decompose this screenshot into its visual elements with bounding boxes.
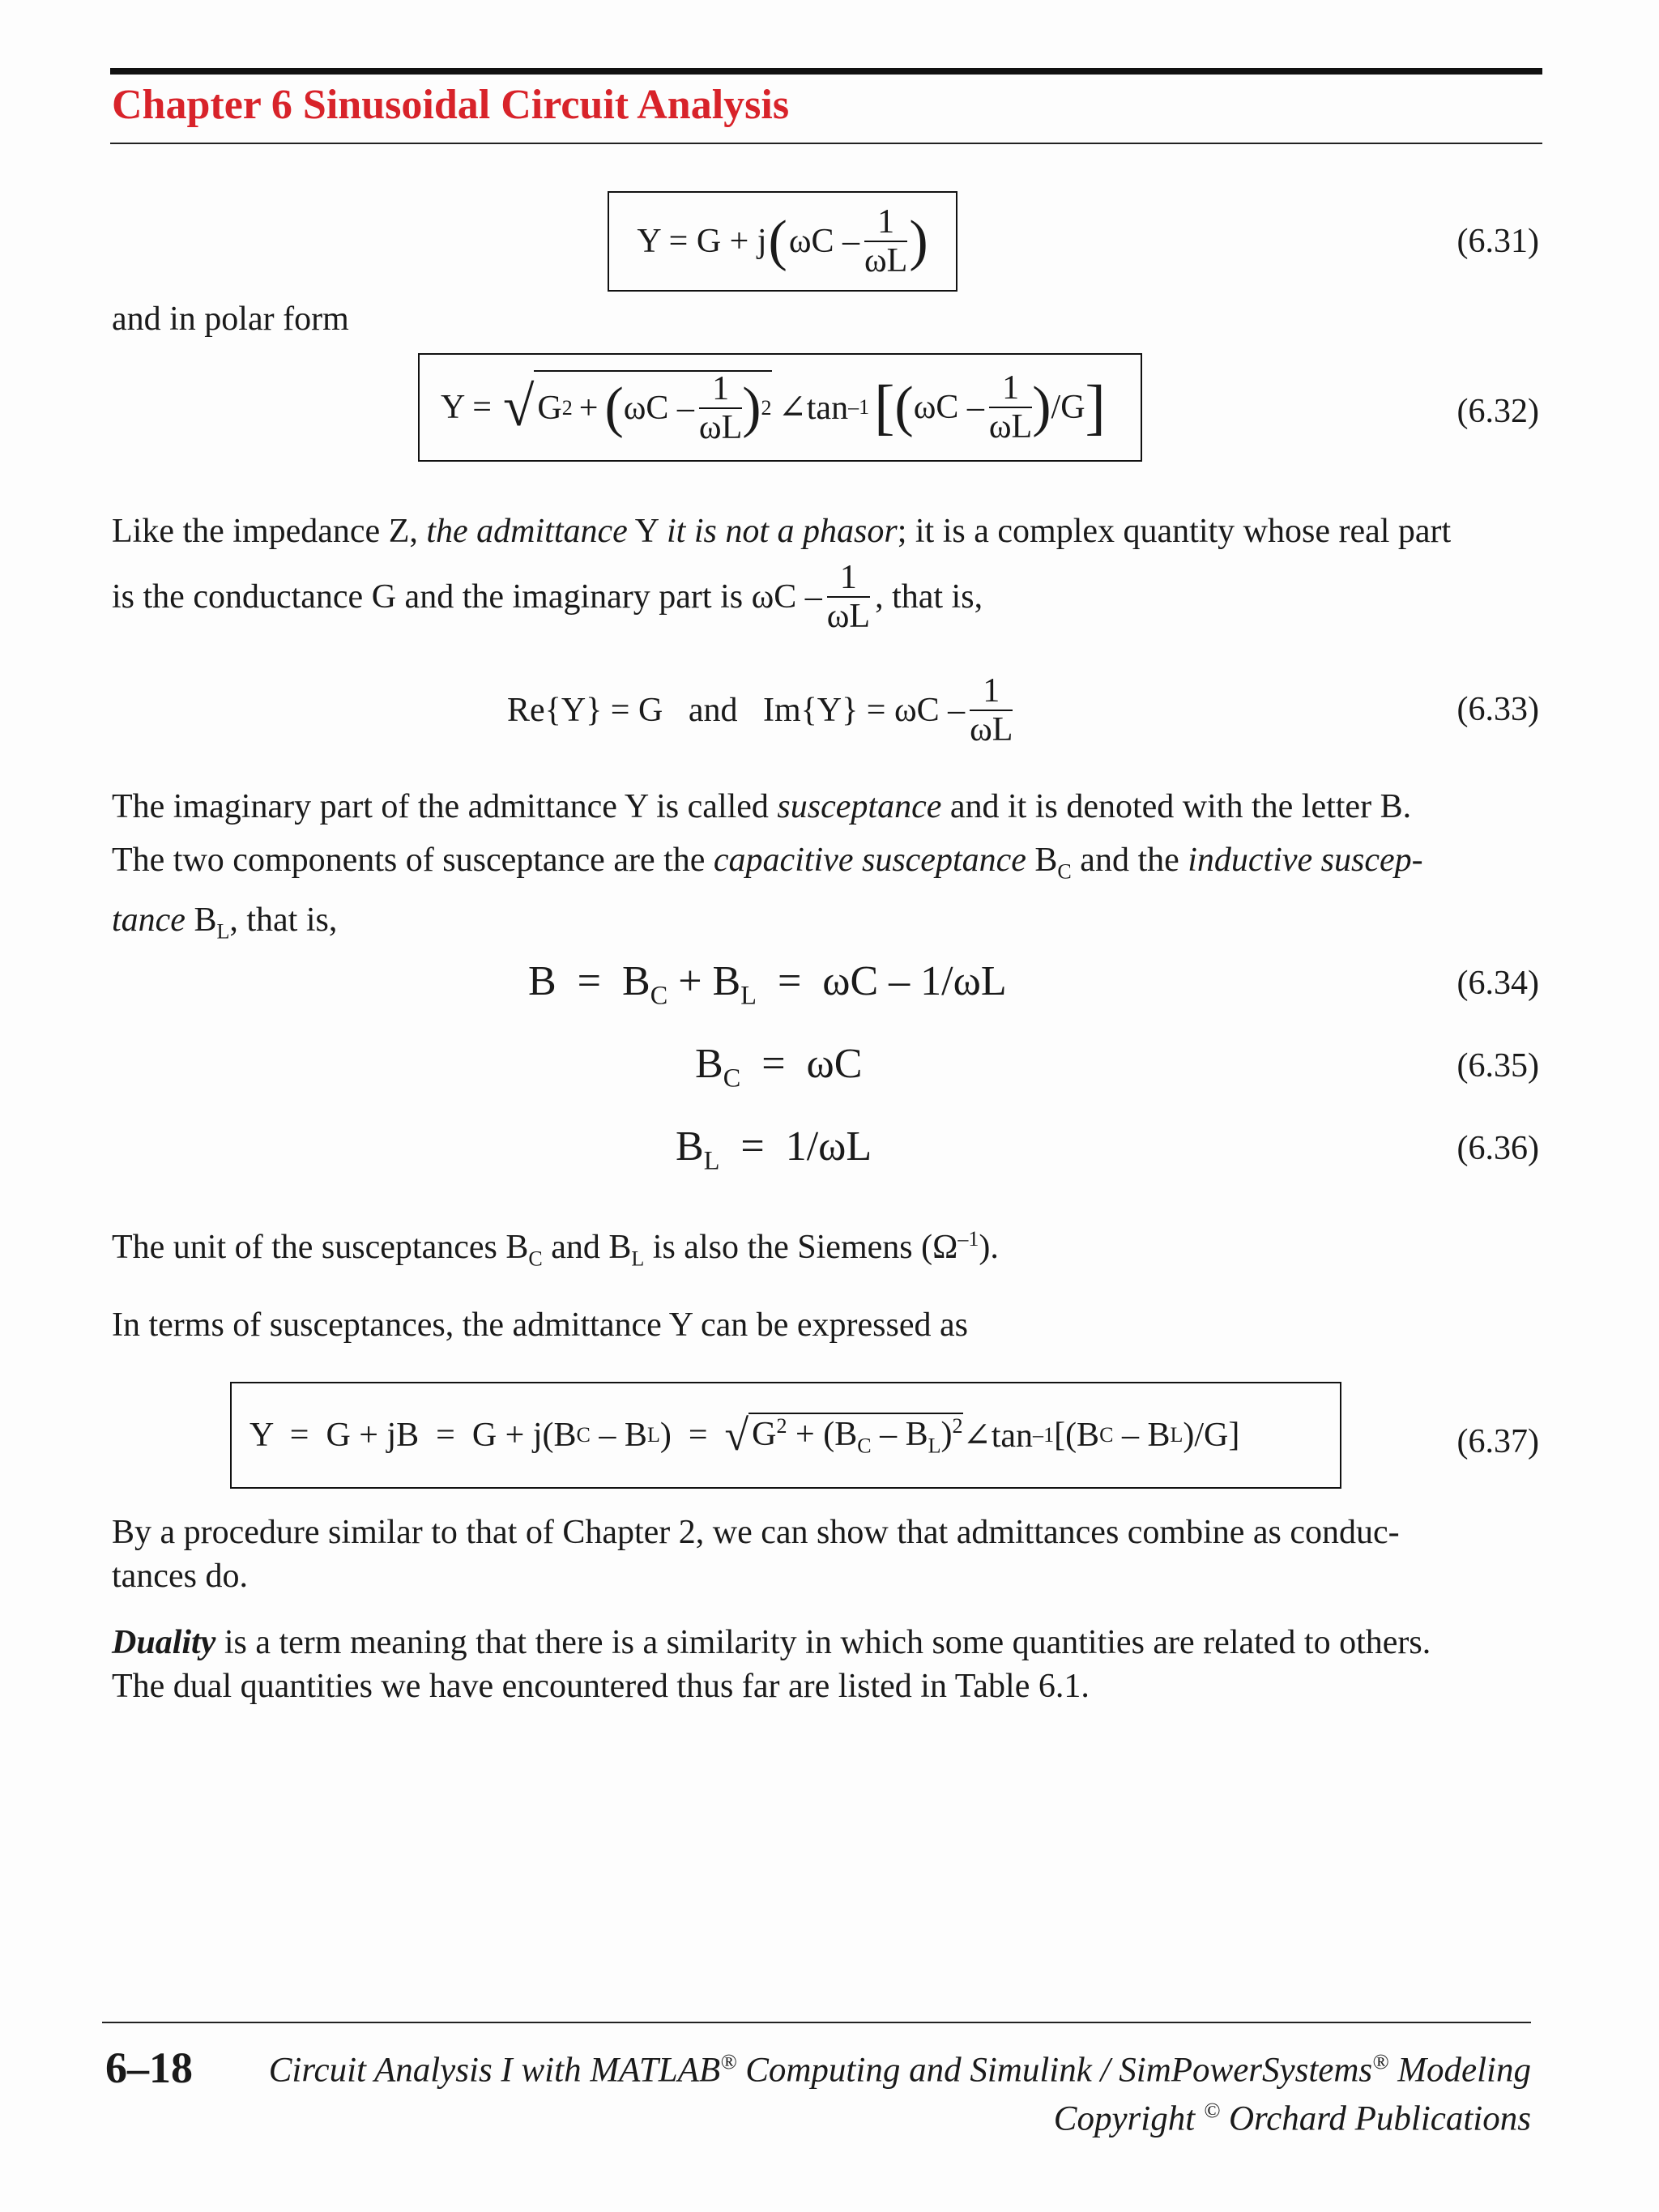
eq-6-37-angle: ∠tan [962,1417,1034,1455]
eq-6-31-fraction [864,205,907,278]
eq-6-37-tail1: [(B [1054,1417,1100,1454]
polar-form-intro: and in polar form [112,300,349,338]
eq-6-32-exp: 2 [561,396,573,420]
p2-line2-c: and the [1071,842,1188,879]
p1-text-a: Like the impedance [112,513,389,550]
p2-y: Y [624,788,648,825]
p2-line2-b: B [1026,842,1058,879]
p1-italic2: it is not a phasor [667,513,898,550]
paragraph-duality-line2: The dual quantities we have encountered thus far are listed in Table 6.1. [112,1668,1090,1705]
eq-6-37-tail-sub-c: C [1099,1423,1114,1447]
equation-number-6-37: (6.37) [1456,1423,1539,1460]
footer-title-c: Modeling [1388,2051,1531,2090]
paragraph-susceptance-line2 [112,837,1423,894]
eq-6-32-inv: –1 [848,395,870,419]
eq-6-33-fraction [970,674,1013,747]
paragraph-duality-line1 [112,1620,1431,1665]
paragraph-admittance-line2 [112,560,983,633]
eq-6-37-exp2: 2 [952,1413,963,1438]
p1-den: ωL [826,598,871,635]
footer-reg-1: ® [720,2049,737,2073]
eq-6-37-rr3: ) [940,1415,953,1453]
eq-6-32-g: G [537,390,562,427]
eq-6-31-paren-close: ) [909,210,928,272]
p2-line2-italic: capacitive susceptance [713,842,1026,879]
eq-6-32-den: ωL [698,409,743,446]
eq-6-37-tail3: )/G] [1183,1417,1240,1454]
p2-letter-b: B [1380,788,1403,825]
eq-6-32-term: ωC – [623,390,694,427]
header-rule-thick [110,68,1542,75]
p1-text-c: ; it is a complex quantity whose real part [897,513,1452,550]
header-rule-thin [110,143,1542,144]
eq-6-37-sqrt-icon: √ [724,1411,749,1460]
duality-line1: is a term meaning that there is a similarity in which some quantities are related to others. [215,1624,1431,1661]
eq-6-37-part3: ) = [659,1417,725,1454]
p2-line3-c: , that is, [229,901,338,939]
eq-6-35-sub-c: C [723,1063,741,1093]
p1-line2-c: , that is, [875,578,983,616]
eq-6-32-radicand [534,370,771,445]
eq-6-34-sub-c: C [650,980,668,1010]
p1-text-b: , [409,513,427,550]
eq-6-32-div-g: /G [1051,389,1085,426]
eq-6-37-rr1: + (B [787,1415,858,1453]
eq-6-33-left: Re{Y} = G and Im{Y} = ωC – [507,692,966,729]
equation-number-6-35: (6.35) [1456,1047,1539,1085]
footer-title-b: Computing and Simulink / SimPowerSystems [736,2051,1373,2090]
footer-book-title [269,2049,1531,2090]
eq-6-36-sub-l: L [703,1145,720,1175]
eq-6-32-term-2: ωC – [913,389,984,426]
eq-6-31-num: 1 [864,205,907,242]
eq-6-33-num: 1 [970,674,1013,711]
eq-6-35-b: = ωC [740,1041,863,1087]
eq-6-32-paren2-open: ( [894,376,914,438]
eq-6-36-a: B [676,1123,704,1170]
chapter-title: Chapter 6 Sinusoidal Circuit Analysis [112,82,790,128]
eq-6-32-fraction-2 [989,371,1032,444]
p3-c: is also the Siemens (Ω [644,1229,958,1266]
equation-number-6-31: (6.31) [1456,223,1539,260]
eq-6-37-inv: –1 [1033,1423,1055,1447]
equation-6-33 [507,674,1013,747]
footer-copy-symbol: © [1203,2098,1221,2122]
eq-6-34-b: + B [667,958,741,1004]
equation-number-6-34: (6.34) [1456,965,1539,1002]
equation-6-32-box [418,353,1142,462]
eq-6-31-den: ωL [864,242,908,279]
eq-6-37-g: G [752,1415,777,1453]
p3-sub-c: C [528,1247,543,1271]
footer-copy-a: Copyright [1053,2099,1204,2138]
p2-line3-b: B [185,901,217,939]
eq-6-32-num: 1 [699,372,742,409]
paragraph-admittance-line1 [112,509,1451,554]
equation-6-37-box [230,1382,1341,1489]
eq-6-37-tail2: – B [1113,1417,1171,1454]
p1-fraction [827,560,870,633]
p1-y: Y [627,513,667,550]
p2-line2-a: The two components of susceptance are the [112,842,714,879]
p2-line2-italic2: inductive suscep- [1188,842,1423,879]
footer-title-a: Circuit Analysis I with MATLAB [268,2051,721,2090]
eq-6-37-sub-l: L [646,1423,660,1447]
eq-6-37-tail-sub-l: L [1170,1423,1183,1447]
eq-6-31-term: ωC – [788,223,859,260]
equation-number-6-36: (6.36) [1456,1130,1539,1167]
paragraph-terms-of-susceptances: In terms of susceptances, the admittance Y can be expressed as [112,1306,968,1344]
eq-6-32-bracket-open: [ [874,373,895,441]
p2-c: and it is denoted with the letter [941,788,1380,825]
paragraph-procedure-line2: tances do. [112,1558,248,1595]
eq-6-32-paren-close: ) [742,377,761,439]
page-number: 6–18 [105,2044,193,2092]
equation-number-6-32: (6.32) [1456,393,1539,430]
footer-copyright [1054,2098,1531,2138]
footer-copy-b: Orchard Publications [1220,2099,1531,2138]
paragraph-procedure-line1: By a procedure similar to that of Chapter 2, we can show that admittances combine as conduc- [112,1514,1400,1551]
p2-line3-italic: tance [112,901,186,939]
p2-italic: susceptance [777,788,942,825]
paragraph-susceptance-line1 [112,784,1411,829]
p3-b: and B [542,1229,632,1266]
p1-g: G [371,578,397,616]
eq-6-37-part2: – B [590,1417,647,1454]
p3-sub-l: L [631,1247,645,1271]
eq-6-32-num-2: 1 [989,371,1032,408]
p1-italic: the admittance [426,513,628,550]
p1-term: ωC – [751,578,822,616]
eq-6-37-rr-sub-l: L [928,1434,941,1458]
equation-6-35 [695,1040,862,1093]
eq-6-37-rr-sub-c: C [857,1434,872,1458]
eq-6-32-sqrt-icon: √ [502,376,535,438]
eq-6-31-lhs: Y = G + j [637,223,767,260]
eq-6-37-sub-c: C [576,1423,591,1447]
eq-6-35-a: B [695,1041,723,1087]
eq-6-32-bracket-close: ] [1085,373,1106,441]
p3-sup: –1 [957,1227,979,1251]
eq-6-37-exp: 2 [776,1413,787,1438]
p2-line2-sub: C [1057,859,1072,884]
equation-6-34 [528,957,1007,1010]
eq-6-31-paren-open: ( [768,210,787,272]
eq-6-32-plus: + [578,390,599,427]
eq-6-32-angle: ∠tan [778,390,849,427]
equation-number-6-33: (6.33) [1456,691,1539,728]
footer-rule [102,2022,1531,2023]
paragraph-siemens [112,1217,999,1281]
p1-num: 1 [827,560,870,598]
eq-6-32-den-2: ωL [988,408,1033,445]
p1-line2-a: is the conductance [112,578,372,616]
eq-6-32-paren-open: ( [604,377,624,439]
eq-6-34-c: = ωC – 1/ωL [756,958,1007,1004]
equation-6-36 [676,1123,872,1175]
footer-reg-2: ® [1372,2049,1389,2073]
p2-line3-sub: L [216,919,230,944]
paragraph-susceptance-line3 [112,897,337,954]
equation-6-31-box [608,191,957,292]
eq-6-33-den: ωL [970,711,1013,748]
p3-a: The unit of the susceptances B [112,1229,529,1266]
eq-6-37-rr2: – B [871,1415,928,1453]
duality-term: Duality [112,1624,216,1661]
eq-6-32-exp-outer: 2 [761,396,772,420]
p2-b: is called [647,788,778,825]
eq-6-36-b: = 1/ωL [719,1123,872,1170]
eq-6-37-radicand [748,1413,962,1458]
eq-6-32-fraction [699,372,742,445]
eq-6-37-part1: Y = G + jB = G + j(B [249,1417,577,1454]
p1-line2-b: and the imaginary part is [396,578,752,616]
eq-6-34-sub-l: L [740,980,757,1010]
eq-6-32-lhs: Y = [441,389,492,426]
p2-a: The imaginary part of the admittance [112,788,625,825]
p2-d: . [1402,788,1412,825]
p3-d: ). [979,1229,999,1266]
eq-6-34-a: B = B [528,958,650,1004]
p1-z: Z [388,513,410,550]
eq-6-32-paren2-close: ) [1032,376,1051,438]
